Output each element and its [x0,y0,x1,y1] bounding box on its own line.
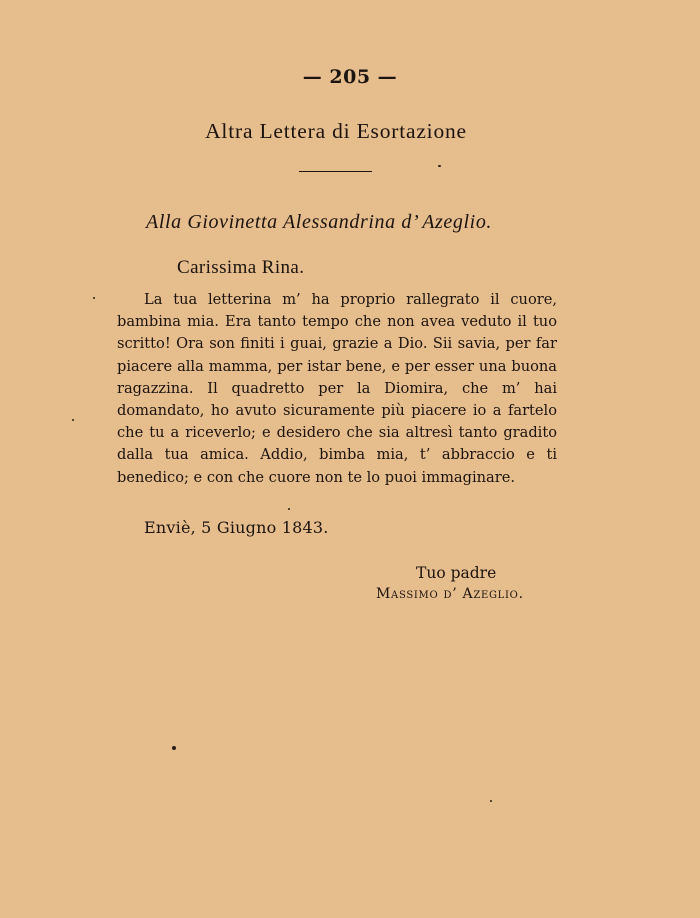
paper-speck [93,297,95,299]
closing-line: Tuo padre [416,564,497,582]
paper-speck [490,800,492,802]
letter-heading: Altra Lettera di Esortazione [205,119,467,143]
addressee-line: Alla Giovinetta Alessandrina d’ Azeglio. [146,211,493,233]
page-number: — 205 — [302,66,398,88]
salutation: Carissima Rina. [177,257,305,278]
paper-speck [72,419,74,421]
dateline: Enviè, 5 Giugno 1843. [144,518,329,537]
heading-rule [299,171,372,172]
paper-speck [172,746,176,750]
signature: Massimo d’ Azeglio. [376,586,524,602]
letter-body: La tua letterina m’ ha proprio rallegrato il cuore, bambina mia. Era tanto tempo che non avea veduto il tuo scritto! Ora son finiti i guai, grazie a Dio. Sii savia, per far piacere alla mamma, per istar bene, e per esser una buona ragazzina. Il quadretto per la Diomira, che m’ hai domandato, ho avuto sicuramente più piacere io a fartelo che tu a riceverlo; e desidero che sia altresì tanto gradito dalla tua amica. Addio, bimba mia, t’ abbraccio e ti benedico; e con che cuore non te lo puoi immaginare. [117,291,557,486]
paper-speck [288,508,290,510]
paper-speck [438,165,441,167]
